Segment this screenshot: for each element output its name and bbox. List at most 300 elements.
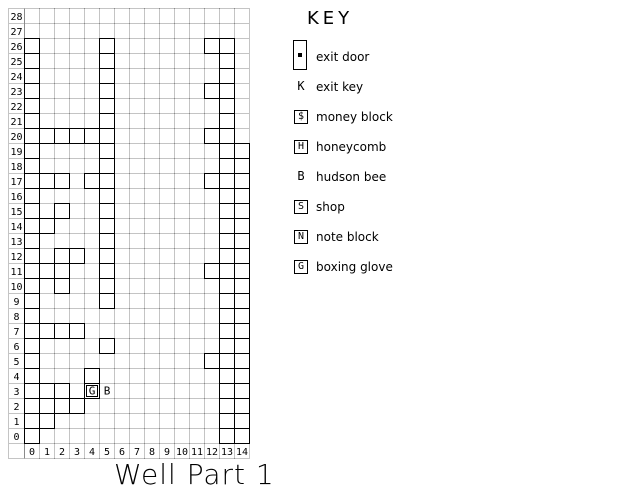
grid-cell <box>190 264 205 279</box>
grid-cell <box>190 54 205 69</box>
grid-cell <box>175 234 190 249</box>
grid-cell <box>70 354 85 369</box>
y-label: 19 <box>10 147 23 158</box>
x-label: 10 <box>175 447 189 458</box>
grid-cell <box>160 354 175 369</box>
grid-cell <box>175 294 190 309</box>
wall-block <box>25 129 40 144</box>
grid-cell <box>70 249 85 264</box>
grid-cell <box>100 204 115 219</box>
grid-cell <box>235 384 250 399</box>
grid-cell <box>40 144 55 159</box>
grid-cell <box>160 414 175 429</box>
wall-block <box>25 384 40 399</box>
grid-cell <box>220 84 235 99</box>
exit-key-icon: K <box>297 79 305 93</box>
grid-cell <box>115 324 130 339</box>
y-label: 8 <box>13 312 20 323</box>
grid-cell <box>130 84 145 99</box>
wall-block <box>25 324 40 339</box>
grid-cell <box>190 294 205 309</box>
grid-cell <box>145 54 160 69</box>
grid-cell <box>145 279 160 294</box>
grid-cell <box>175 324 190 339</box>
grid-cell <box>70 189 85 204</box>
wall-block <box>235 144 250 159</box>
wall-block <box>220 399 235 414</box>
grid-cell <box>70 24 85 39</box>
grid-cell <box>100 309 115 324</box>
grid-cell <box>235 114 250 129</box>
grid-cell <box>130 114 145 129</box>
wall-block <box>235 354 250 369</box>
grid-cell <box>85 54 100 69</box>
grid-cell <box>40 309 55 324</box>
grid-cell <box>190 159 205 174</box>
grid-cell <box>55 309 70 324</box>
grid-cell <box>205 99 220 114</box>
grid-cell <box>175 174 190 189</box>
grid-cell <box>55 429 70 444</box>
grid-cell <box>175 189 190 204</box>
grid-cell <box>160 294 175 309</box>
grid-cell <box>160 189 175 204</box>
wall-block <box>55 384 70 399</box>
grid-cell <box>145 144 160 159</box>
wall-block <box>235 204 250 219</box>
grid-cell <box>115 114 130 129</box>
grid-cell <box>85 39 100 54</box>
grid-cell <box>175 69 190 84</box>
wall-block <box>25 309 40 324</box>
grid-cell <box>100 249 115 264</box>
grid-cell <box>40 399 55 414</box>
wall-block <box>235 264 250 279</box>
grid-cell <box>55 384 70 399</box>
grid-cell <box>25 219 40 234</box>
money-block-icon: $ <box>294 110 308 124</box>
grid-cell <box>85 339 100 354</box>
grid-cell <box>115 249 130 264</box>
grid-cell <box>40 369 55 384</box>
grid-cell <box>70 234 85 249</box>
grid-cell <box>40 84 55 99</box>
grid-cell <box>25 189 40 204</box>
grid-cell <box>115 264 130 279</box>
wall-block <box>40 399 55 414</box>
grid-cell <box>100 399 115 414</box>
grid-cell <box>160 219 175 234</box>
key-label: money block <box>316 110 393 124</box>
grid-cell <box>235 279 250 294</box>
grid-cell <box>175 84 190 99</box>
grid-cell <box>145 9 160 24</box>
grid-cell <box>190 249 205 264</box>
grid-cell <box>130 69 145 84</box>
wall-block <box>235 429 250 444</box>
grid-cell <box>130 309 145 324</box>
grid-cell <box>115 219 130 234</box>
exit-door-icon <box>293 40 307 70</box>
grid-cell <box>145 159 160 174</box>
wall-block <box>55 324 70 339</box>
wall-block <box>220 249 235 264</box>
grid-cell <box>40 219 55 234</box>
grid-cell <box>205 129 220 144</box>
grid-cell <box>40 279 55 294</box>
wall-block <box>235 189 250 204</box>
grid-cell <box>85 84 100 99</box>
grid-cell <box>25 9 40 24</box>
grid-cell <box>85 114 100 129</box>
note-block-icon: N <box>294 230 308 244</box>
grid-cell <box>205 429 220 444</box>
y-label: 17 <box>10 177 23 188</box>
grid-cell <box>85 144 100 159</box>
grid-cell <box>175 129 190 144</box>
y-label: 26 <box>10 42 23 53</box>
grid-cell <box>70 294 85 309</box>
grid-cell <box>220 9 235 24</box>
grid-cell <box>205 84 220 99</box>
grid-cell <box>85 174 100 189</box>
wall-block <box>220 219 235 234</box>
grid-cell <box>175 204 190 219</box>
grid-cell <box>205 189 220 204</box>
shop-icon: S <box>294 200 308 214</box>
grid-cell <box>70 9 85 24</box>
grid-cell <box>190 324 205 339</box>
y-label: 14 <box>10 222 23 233</box>
wall-block <box>40 219 55 234</box>
grid-cell <box>190 69 205 84</box>
grid-cell <box>55 84 70 99</box>
grid-cell <box>205 114 220 129</box>
grid-cell <box>130 249 145 264</box>
grid-cell <box>190 309 205 324</box>
grid-cell <box>160 39 175 54</box>
grid-cell <box>115 144 130 159</box>
grid-cell <box>25 384 40 399</box>
grid-cell <box>130 324 145 339</box>
grid-cell <box>160 279 175 294</box>
grid-cell <box>130 339 145 354</box>
grid-cell <box>235 9 250 24</box>
grid-cell <box>55 129 70 144</box>
grid-cell <box>55 159 70 174</box>
wall-block <box>235 414 250 429</box>
grid-cell <box>85 24 100 39</box>
grid-cell <box>190 279 205 294</box>
y-label: 13 <box>10 237 23 248</box>
grid-cell <box>175 384 190 399</box>
grid-cell <box>220 249 235 264</box>
wall-block <box>40 414 55 429</box>
grid-cell <box>85 69 100 84</box>
grid-cell <box>145 84 160 99</box>
wall-block <box>25 294 40 309</box>
grid-cell <box>130 399 145 414</box>
grid-cell <box>55 354 70 369</box>
grid-cell <box>175 99 190 114</box>
wall-block <box>235 294 250 309</box>
grid-cell <box>40 174 55 189</box>
grid-cell <box>235 414 250 429</box>
grid-cell <box>175 54 190 69</box>
grid-cell <box>100 84 115 99</box>
wall-block <box>25 84 40 99</box>
grid-cell <box>85 279 100 294</box>
wall-block <box>100 144 115 159</box>
grid-cell <box>130 174 145 189</box>
grid-cell <box>70 144 85 159</box>
grid-cell <box>40 54 55 69</box>
grid-cell <box>55 114 70 129</box>
grid-cell <box>85 354 100 369</box>
wall-block <box>100 54 115 69</box>
grid-cell <box>205 174 220 189</box>
grid-cell <box>25 369 40 384</box>
grid-cell <box>145 114 160 129</box>
grid-cell <box>235 144 250 159</box>
grid-cell <box>235 39 250 54</box>
grid-cell <box>220 279 235 294</box>
wall-block <box>25 114 40 129</box>
grid-cell <box>115 84 130 99</box>
grid-cell <box>220 129 235 144</box>
wall-block <box>220 279 235 294</box>
grid-cell <box>220 264 235 279</box>
grid-cell <box>190 369 205 384</box>
wall-block <box>100 219 115 234</box>
grid-cell <box>130 39 145 54</box>
grid-cell <box>220 144 235 159</box>
y-label: 20 <box>10 132 23 143</box>
grid-cell <box>235 84 250 99</box>
grid-cell <box>130 159 145 174</box>
grid-cell <box>70 99 85 114</box>
grid-cell <box>235 129 250 144</box>
grid-cell <box>190 414 205 429</box>
wall-block <box>70 249 85 264</box>
grid-cell <box>55 249 70 264</box>
grid-cell <box>85 159 100 174</box>
grid-cell <box>160 234 175 249</box>
grid-cell <box>205 54 220 69</box>
grid-cell <box>70 399 85 414</box>
grid-cell <box>130 24 145 39</box>
wall-block <box>100 39 115 54</box>
grid-cell <box>70 309 85 324</box>
grid-cell <box>40 114 55 129</box>
grid-cell <box>130 189 145 204</box>
grid-cell <box>25 129 40 144</box>
map-title: Well Part 1 <box>114 458 275 491</box>
grid-cell <box>175 159 190 174</box>
grid-cell <box>100 9 115 24</box>
y-label: 21 <box>10 117 23 128</box>
wall-block <box>55 399 70 414</box>
wall-block <box>220 339 235 354</box>
grid-cell <box>70 204 85 219</box>
wall-block <box>205 264 220 279</box>
grid-cell <box>130 264 145 279</box>
grid-cell <box>220 24 235 39</box>
grid-cell <box>235 294 250 309</box>
y-label: 18 <box>10 162 23 173</box>
grid-cell <box>145 264 160 279</box>
grid-cell <box>175 39 190 54</box>
wall-block <box>70 129 85 144</box>
grid-cell <box>85 399 100 414</box>
grid-cell <box>55 324 70 339</box>
grid-cell <box>160 174 175 189</box>
grid-cell <box>190 339 205 354</box>
grid-cell <box>85 234 100 249</box>
wall-block <box>220 294 235 309</box>
grid-cell <box>160 54 175 69</box>
grid-cell <box>85 129 100 144</box>
grid-cell <box>100 369 115 384</box>
key-label: boxing glove <box>316 260 393 274</box>
wall-block <box>235 159 250 174</box>
grid-cell <box>115 399 130 414</box>
wall-block <box>70 399 85 414</box>
grid-cell <box>175 24 190 39</box>
grid-cell <box>235 99 250 114</box>
grid-cell <box>160 69 175 84</box>
grid-cell <box>25 84 40 99</box>
grid-cell <box>145 24 160 39</box>
grid-cell <box>55 174 70 189</box>
wall-block <box>235 399 250 414</box>
grid-cell <box>115 24 130 39</box>
grid-cell <box>160 129 175 144</box>
grid-cell <box>235 204 250 219</box>
grid-cell <box>220 429 235 444</box>
wall-block <box>25 399 40 414</box>
y-label: 3 <box>13 387 20 398</box>
grid-cell <box>235 324 250 339</box>
grid-cell <box>220 204 235 219</box>
grid-cell <box>100 174 115 189</box>
grid-cell <box>145 234 160 249</box>
wall-block <box>55 264 70 279</box>
grid-cell <box>25 144 40 159</box>
wall-block <box>25 414 40 429</box>
wall-block <box>55 129 70 144</box>
wall-block <box>235 369 250 384</box>
grid-cell <box>190 99 205 114</box>
grid-cell <box>115 279 130 294</box>
grid-cell <box>145 174 160 189</box>
grid-cell <box>220 294 235 309</box>
grid-cell <box>190 234 205 249</box>
grid-cell <box>100 189 115 204</box>
grid-cell <box>25 309 40 324</box>
grid-cell <box>40 264 55 279</box>
grid-cell <box>115 414 130 429</box>
grid-cell <box>130 54 145 69</box>
y-label: 0 <box>13 432 20 443</box>
grid-cell <box>85 414 100 429</box>
grid-cell <box>70 339 85 354</box>
grid-cell <box>220 69 235 84</box>
wall-block <box>100 339 115 354</box>
wall-block <box>25 189 40 204</box>
x-label: 5 <box>103 447 111 458</box>
wall-block <box>25 39 40 54</box>
wall-block <box>40 384 55 399</box>
wall-block <box>220 414 235 429</box>
grid-cell <box>40 129 55 144</box>
wall-block <box>220 144 235 159</box>
grid-cell <box>25 69 40 84</box>
grid-cell <box>160 24 175 39</box>
wall-block <box>25 264 40 279</box>
grid-cell <box>25 174 40 189</box>
grid-cell <box>55 399 70 414</box>
grid-cell <box>175 369 190 384</box>
grid-cell <box>145 204 160 219</box>
grid-cell <box>205 234 220 249</box>
grid-cell <box>25 99 40 114</box>
wall-block <box>220 114 235 129</box>
grid-cell <box>130 144 145 159</box>
grid-cell <box>70 324 85 339</box>
wall-block <box>235 279 250 294</box>
grid-cell <box>85 189 100 204</box>
key-label: honeycomb <box>316 140 387 154</box>
wall-block <box>55 249 70 264</box>
grid-cell <box>145 339 160 354</box>
grid-cell <box>130 369 145 384</box>
wall-block <box>55 174 70 189</box>
grid-cell <box>205 279 220 294</box>
grid-cell <box>40 159 55 174</box>
wall-block <box>55 204 70 219</box>
wall-block <box>25 99 40 114</box>
grid-cell <box>70 129 85 144</box>
grid-cell <box>190 174 205 189</box>
grid-cell <box>235 219 250 234</box>
wall-block <box>25 354 40 369</box>
wall-block <box>220 39 235 54</box>
wall-block <box>235 309 250 324</box>
grid-cell <box>190 384 205 399</box>
wall-block <box>205 84 220 99</box>
grid-cell <box>190 429 205 444</box>
grid-cell <box>220 234 235 249</box>
y-label: 22 <box>10 102 23 113</box>
grid-cell <box>145 129 160 144</box>
wall-block <box>85 174 100 189</box>
grid-cell <box>55 144 70 159</box>
grid-cell <box>190 144 205 159</box>
y-label: 23 <box>10 87 23 98</box>
grid-cell <box>160 144 175 159</box>
wall-block <box>100 114 115 129</box>
grid-cell <box>190 354 205 369</box>
grid-cell <box>25 339 40 354</box>
grid-cell <box>115 234 130 249</box>
grid-cell <box>115 384 130 399</box>
wall-block <box>40 174 55 189</box>
grid-cell <box>130 429 145 444</box>
wall-block <box>100 189 115 204</box>
wall-block <box>70 324 85 339</box>
grid-cell <box>100 279 115 294</box>
